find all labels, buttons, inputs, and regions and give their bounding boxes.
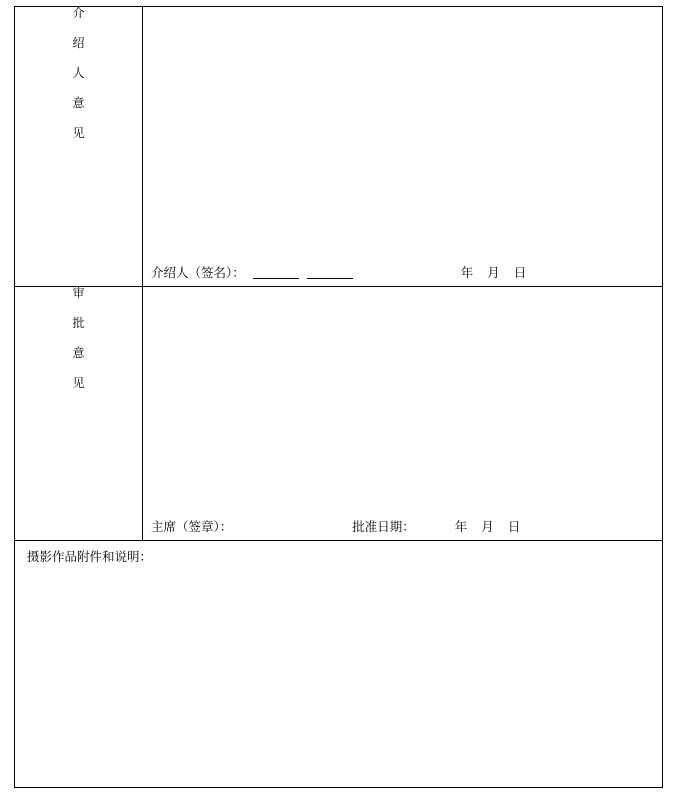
signature-blank-1[interactable] — [253, 266, 299, 279]
attachments-content-cell[interactable] — [15, 541, 663, 788]
approval-signature-line — [151, 517, 654, 535]
referrer-signature-label: 介绍人（签名）： — [151, 266, 245, 280]
referrer-opinion-label-cell — [15, 7, 143, 287]
approval-opinion-content-cell[interactable] — [143, 287, 663, 541]
table-row-attachments — [15, 541, 663, 788]
label-char: 意 — [72, 346, 85, 360]
label-char: 人 — [72, 66, 85, 80]
label-char: 审 — [72, 286, 85, 300]
attachments-title: 摄影作品附件和说明： — [27, 550, 153, 564]
label-char: 见 — [72, 376, 85, 390]
table-row-approval-opinion — [15, 287, 663, 541]
date-month-label: 月 — [487, 266, 500, 280]
signature-blank-2[interactable] — [307, 266, 353, 279]
vertical-label-approval-opinion — [72, 287, 84, 389]
chairman-signature-label: 主席（签章）： — [151, 520, 233, 534]
application-form-table — [14, 6, 663, 788]
referrer-opinion-content-cell[interactable] — [143, 7, 663, 287]
label-char: 意 — [72, 96, 85, 110]
label-char: 见 — [72, 126, 85, 140]
label-char: 绍 — [72, 36, 85, 50]
referrer-signature-line — [151, 263, 654, 281]
date-day-label: 日 — [507, 520, 521, 534]
date-year-label: 年 — [460, 266, 474, 280]
date-year-label: 年 — [454, 520, 468, 534]
vertical-label-referrer-opinion — [72, 7, 84, 139]
date-day-label: 日 — [513, 266, 527, 280]
date-month-label: 月 — [481, 520, 494, 534]
approval-opinion-label-cell — [15, 287, 143, 541]
approval-date-label: 批准日期： — [352, 520, 415, 534]
table-row-referrer-opinion — [15, 7, 663, 287]
label-char: 批 — [72, 316, 85, 330]
label-char: 介 — [72, 6, 85, 20]
